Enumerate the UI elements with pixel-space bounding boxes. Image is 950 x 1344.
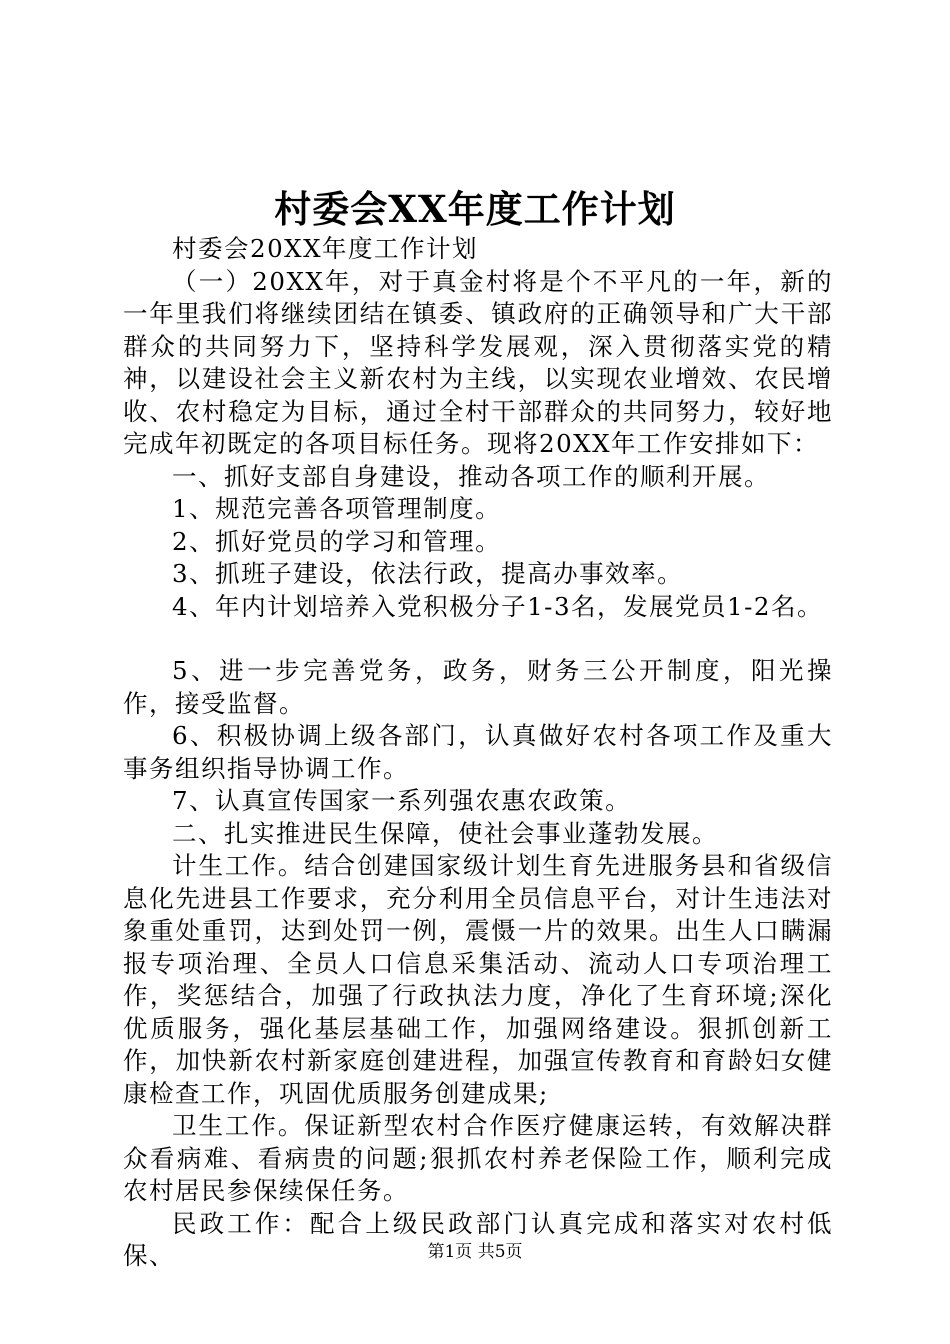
paragraph-health: 卫生工作。保证新型农村合作医疗健康运转，有效解决群众看病难、看病贵的问题;狠抓农村养老保险工作，顺利完成农村居民参保续保任务。 — [123, 1111, 833, 1205]
page-footer: 第1页 共5页 — [427, 1242, 523, 1262]
list-item-6: 6、积极协调上级各部门，认真做好农村各项工作及重大事务组织指导协调工作。 — [123, 721, 833, 783]
document-body — [123, 233, 833, 1273]
paragraph-civil-affairs: 民政工作：配合上级民政部门认真完成和落实对农村低保、 — [123, 1208, 833, 1270]
document-title: 村委会XX年度工作计划 — [274, 187, 676, 231]
paragraph-intro: （一）20XX年，对于真金村将是个不平凡的一年，新的一年里我们将继续团结在镇委、镇政府的正确领导和广大干部群众的共同努力下，坚持科学发展观，深入贯彻落实党的精神，以建设社会主义新农村为主线，以实现农业增效、农民增收、农村稳定为目标，通过全村干部群众的共同努力，较好地完成年初既定的各项目标任务。现将20XX年工作安排如下： — [123, 266, 833, 458]
paragraph-family-planning: 计生工作。结合创建国家级计划生育先进服务县和省级信息化先进县工作要求，充分利用全员信息平台，对计生违法对象重处重罚，达到处罚一例，震慑一片的效果。出生人口瞒漏报专项治理、全员人口信息采集活动、流动人口专项治理工作，奖惩结合，加强了行政执法力度，净化了生育环境;深化优质服务，强化基层基础工作，加强网络建设。狠抓创新工作，加快新农村新家庭创建进程，加强宣传教育和育龄妇女健康检查工作，巩固优质服务创建成果; — [123, 851, 833, 1108]
list-item-1: 1、规范完善各项管理制度。 — [172, 494, 502, 523]
blank-line — [123, 623, 833, 655]
section-heading-2: 二、扎实推进民生保障，使社会事业蓬勃发展。 — [172, 818, 718, 848]
list-item-3: 3、抓班子建设，依法行政，提高办事效率。 — [172, 559, 684, 588]
section-heading-1: 一、抓好支部自身建设，推动各项工作的顺利开展。 — [172, 461, 770, 491]
paragraph-subtitle: 村委会20XX年度工作计划 — [172, 234, 479, 263]
list-item-2: 2、抓好党员的学习和管理。 — [172, 526, 502, 556]
list-item-4: 4、年内计划培养入党积极分子1-3名，发展党员1-2名。 — [172, 591, 823, 621]
list-item-5: 5、进一步完善党务，政务，财务三公开制度，阳光操作，接受监督。 — [123, 656, 833, 718]
list-item-7: 7、认真宣传国家一系列强农惠农政策。 — [172, 786, 632, 815]
